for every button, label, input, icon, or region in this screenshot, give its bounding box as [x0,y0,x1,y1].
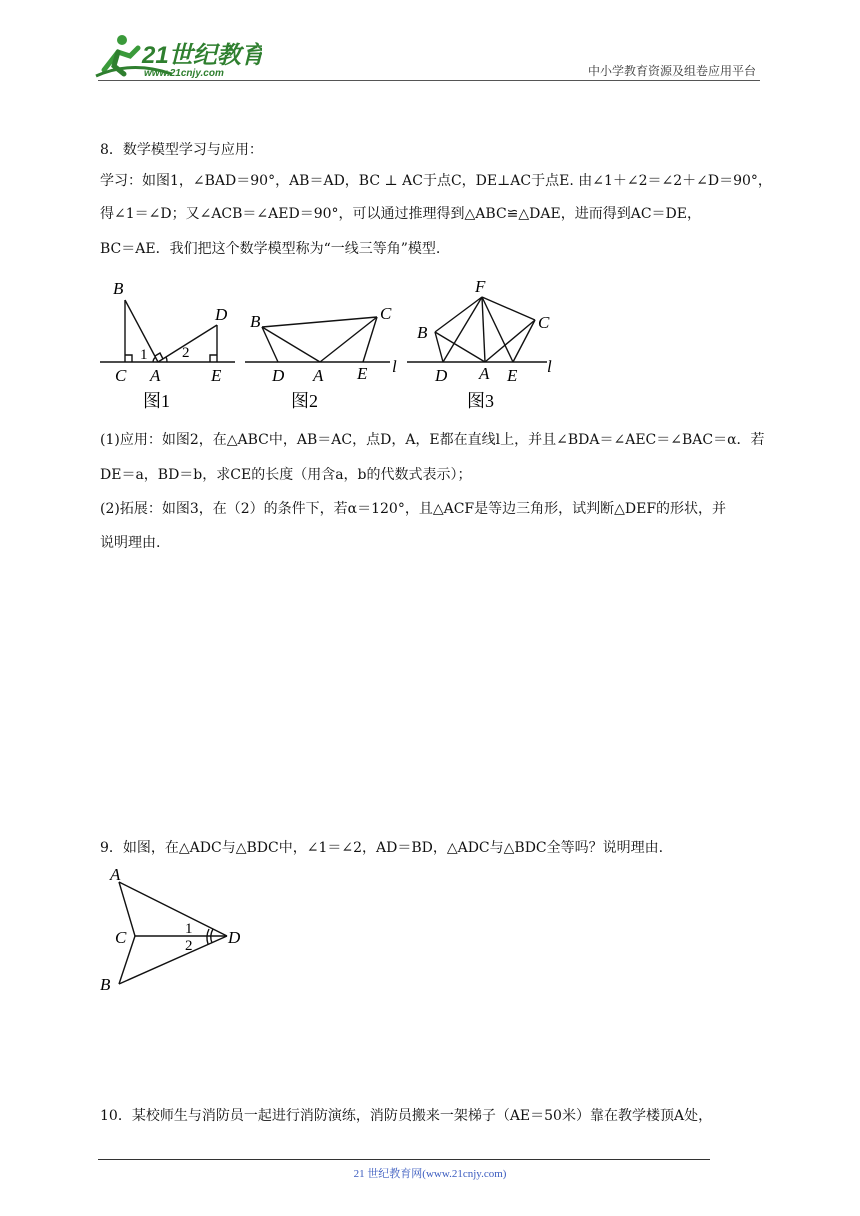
q8-part1-line2: DE＝a，BD＝b，求CE的长度（用含a，b的代数式表示）； [100,467,472,483]
footer-link[interactable]: 21 世纪教育网(www.21cnjy.com) [353,1168,507,1180]
platform-name: 中小学教育资源及组卷应用平台 [587,64,756,78]
fig3-label-f: F [475,277,486,296]
footer-divider [98,1159,710,1160]
fig3-label-e: E [507,366,518,385]
fig1-angle-1: 1 [140,347,148,363]
fig1-caption: 图1 [143,391,170,411]
logo-main-text: 21世纪教育 [142,42,262,69]
q8-title: 8．数学模型学习与应用： [100,142,263,158]
fig2-label-c: C [380,304,392,323]
q9-angle-1: 1 [185,921,193,937]
figure-2 [245,317,390,362]
figure-3 [407,297,547,362]
q9-angle-2: 2 [185,938,193,954]
fig1-label-d: D [215,305,228,324]
fig1-label-a: A [150,366,161,385]
q8-part1-line1: (1)应用：如图2，在△ABC中，AB＝AC，点D，A，E都在直线l上，并且∠BDA＝∠AEC＝∠BAC＝α．若 [100,432,765,448]
q8-part2-line1: (2)拓展：如图3，在（2）的条件下，若α＝120°，且△ACF是等边三角形，试判断△DEF的形状，并 [100,501,727,517]
q8-line2: 得∠1＝∠D；又∠ACB＝∠AED＝90°，可以通过推理得到△ABC≌△DAE，进而得到AC＝DE， [100,206,701,222]
fig2-label-b: B [250,312,261,331]
fig3-caption: 图3 [467,391,494,411]
logo-sub-text: www.21cnjy.com [144,68,224,79]
fig1-label-e: E [211,366,222,385]
q8-line3: BC＝AE．我们把这个数学模型称为“一线三等角”模型. [100,241,441,257]
fig1-angle-2: 2 [182,345,190,361]
q8-part2-line2: 说明理由. [100,535,161,551]
q8-figures [95,275,565,415]
fig3-label-a: A [479,364,490,383]
q9-label-a: A [110,865,121,884]
fig3-label-d: D [435,366,448,385]
fig3-label-b: B [417,323,428,342]
q9-label-c: C [115,928,127,947]
header-divider [98,80,760,81]
fig2-label-d: D [272,366,285,385]
fig2-label-a: A [313,366,324,385]
fig2-label-l: l [392,357,397,376]
q9-figure [95,862,255,997]
runner-logo-icon [92,30,262,82]
fig3-label-c: C [538,313,550,332]
fig3-label-l: l [547,357,552,376]
site-logo [92,30,262,82]
fig1-label-b: B [113,279,124,298]
q10-text: 10．某校师生与消防员一起进行消防演练，消防员搬来一架梯子（AE＝50米）靠在教学楼顶A处， [100,1108,713,1124]
fig1-label-c: C [115,366,127,385]
q9-label-d: D [228,928,241,947]
fig2-label-e: E [357,364,368,383]
q8-line1: 学习：如图1，∠BAD＝90°，AB＝AD，BC ⊥ AC于点C，DE⊥AC于点E. 由∠1＋∠2＝∠2＋∠D＝90°， [100,173,772,189]
fig2-caption: 图2 [291,391,318,411]
q9-label-b: B [100,975,111,994]
q9-text: 9．如图，在△ADC与△BDC中，∠1＝∠2，AD＝BD，△ADC与△BDC全等吗？说明理由. [100,840,664,856]
